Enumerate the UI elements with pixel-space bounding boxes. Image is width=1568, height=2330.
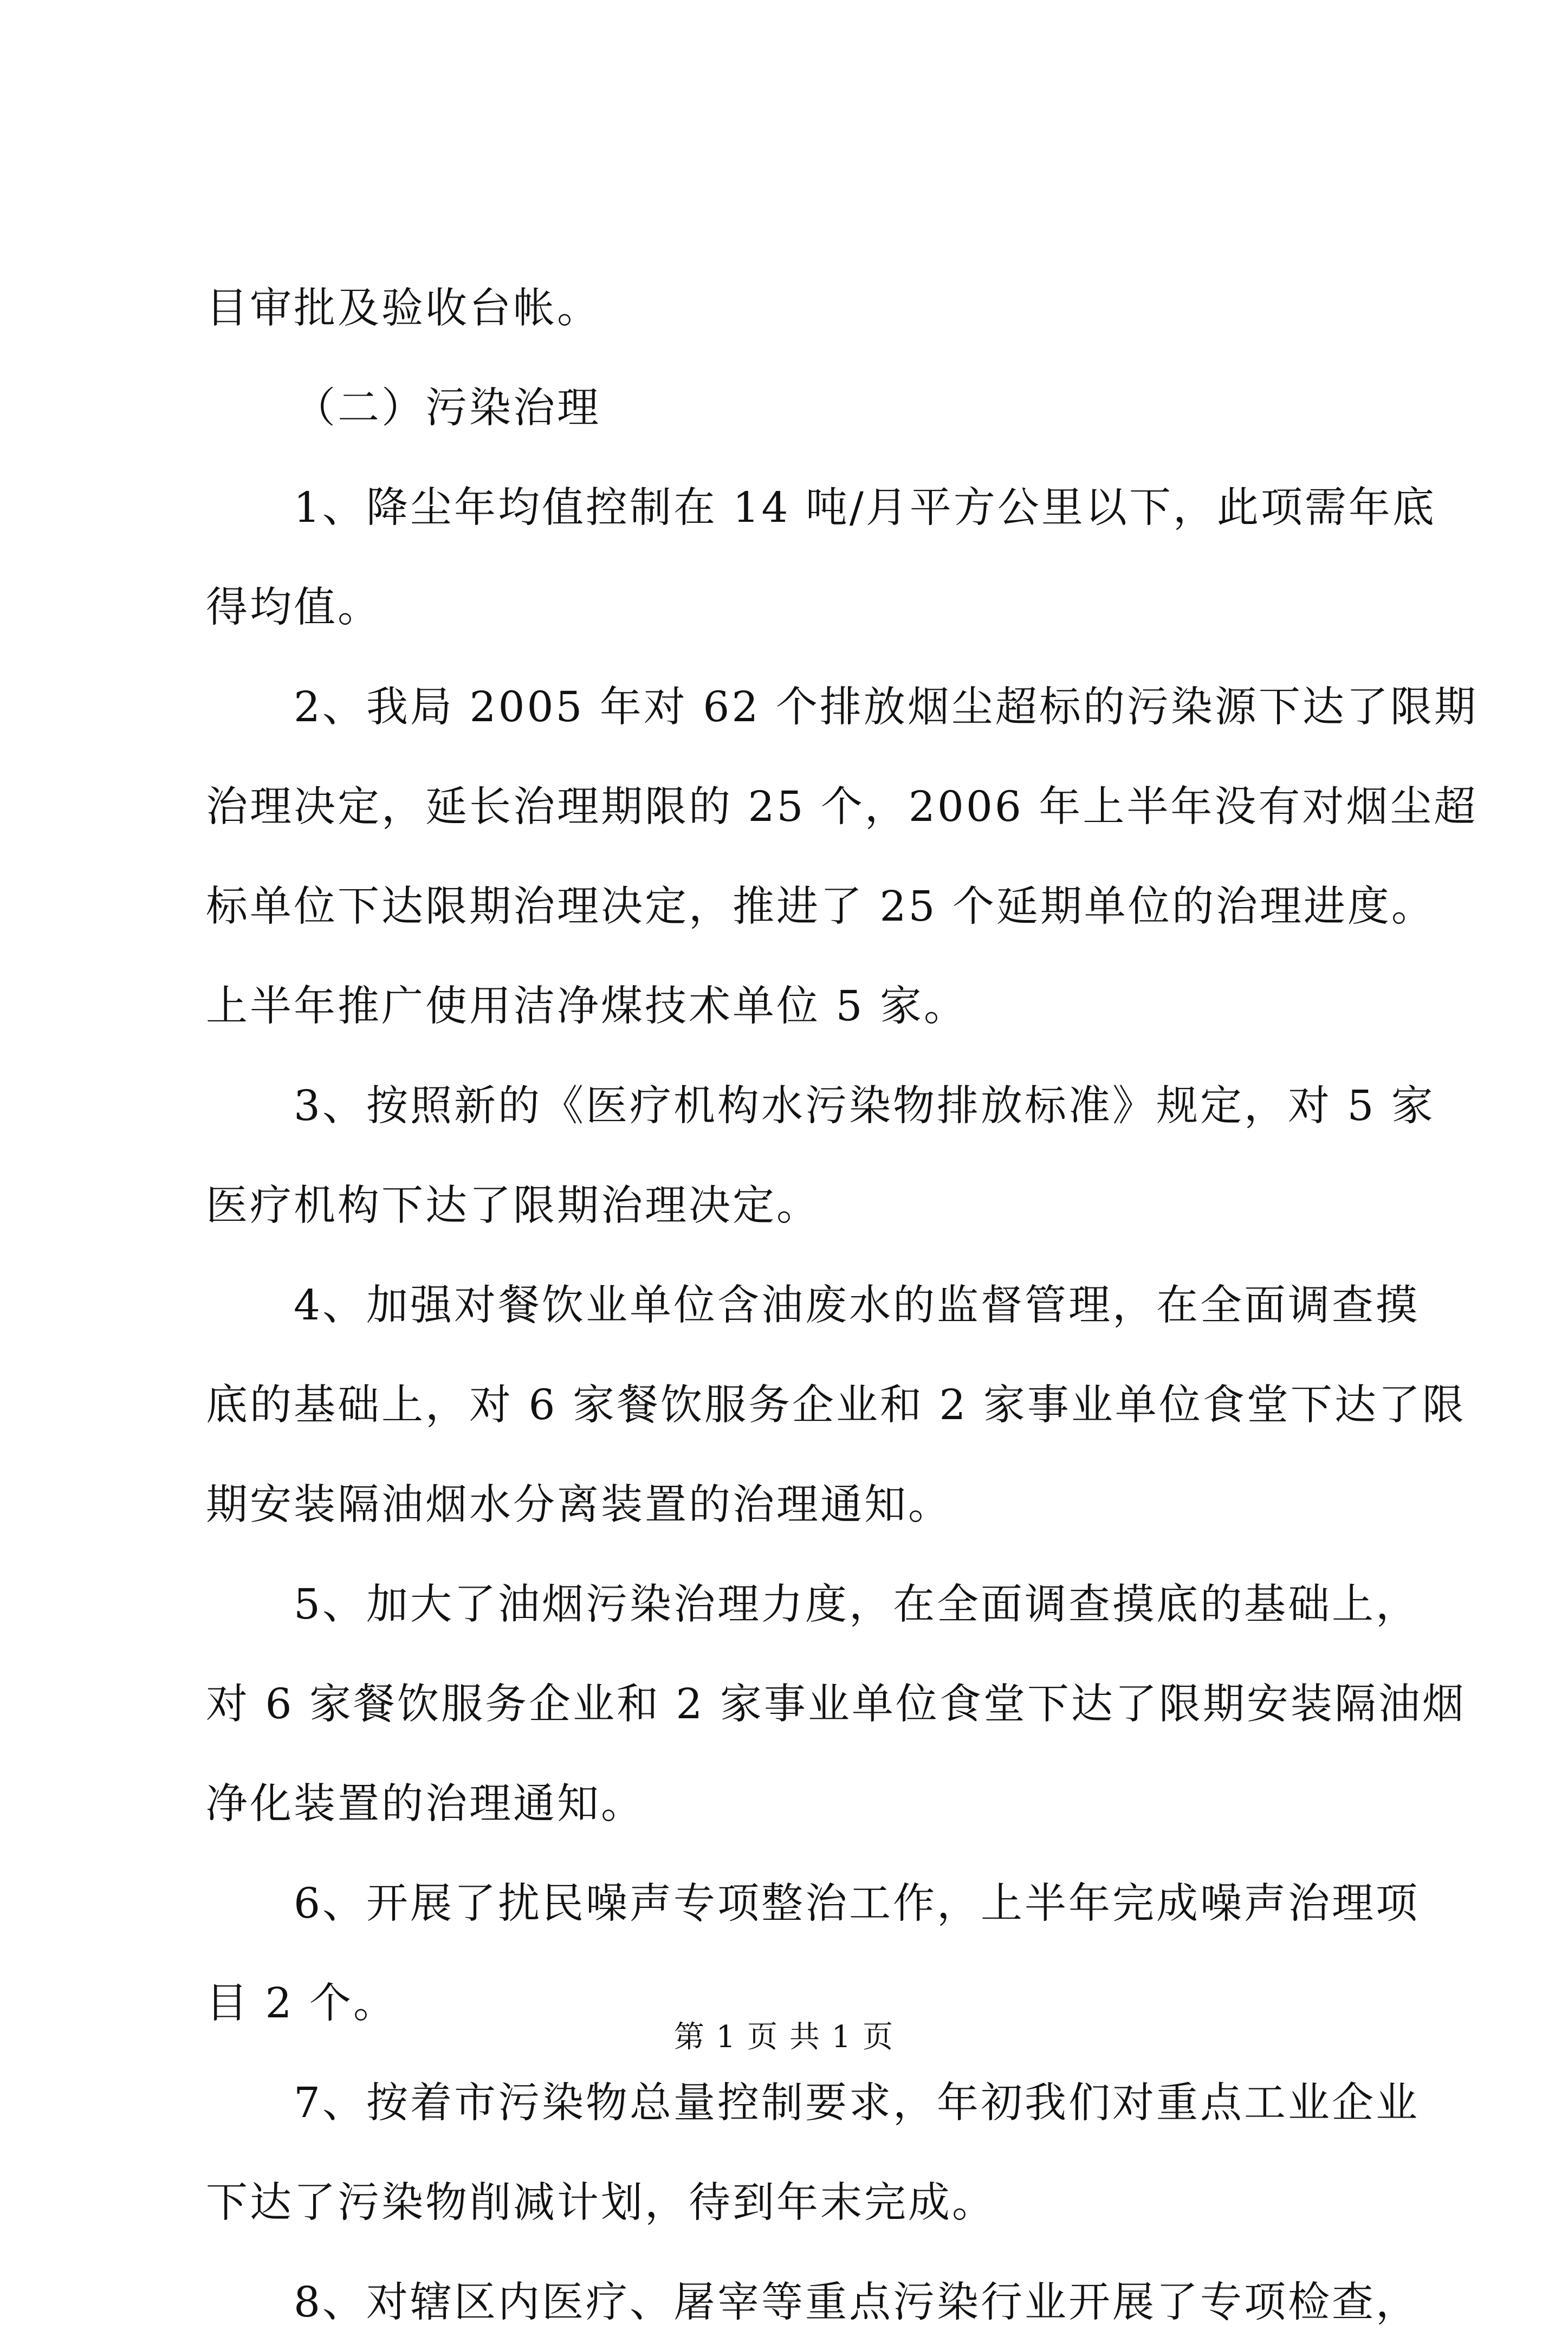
- text-line: 得均值。: [206, 584, 381, 632]
- text-line: 医疗机构下达了限期治理决定。: [206, 1182, 820, 1230]
- text-line: 上半年推广使用洁净煤技术单位 5 家。: [206, 982, 968, 1031]
- text-line: 目 2 个。: [206, 1979, 397, 2028]
- text-line: 目审批及验收台帐。: [206, 284, 601, 333]
- text-line: 6、开展了扰民噪声专项整治工作，上半年完成噪声治理项: [294, 1880, 1420, 1928]
- text-line: 底的基础上，对 6 家餐饮服务企业和 2 家事业单位食堂下达了限: [206, 1381, 1466, 1429]
- page-number-label: 第 1 页 共 1 页: [673, 2020, 895, 2055]
- text-line: 5、加大了油烟污染治理力度，在全面调查摸底的基础上，: [294, 1581, 1420, 1629]
- text-line: 7、按着市污染物总量控制要求，年初我们对重点工业企业: [294, 2079, 1420, 2127]
- text-line: 治理决定，延长治理期限的 25 个，2006 年上半年没有对烟尘超: [206, 783, 1478, 831]
- text-line: 标单位下达限期治理决定，推进了 25 个延期单位的治理进度。: [206, 883, 1435, 931]
- text-line: 8、对辖区内医疗、屠宰等重点污染行业开展了专项检查，: [294, 2279, 1420, 2327]
- text-line: 4、加强对餐饮业单位含油废水的监督管理，在全面调查摸: [294, 1282, 1420, 1330]
- text-line: 3、按照新的《医疗机构水污染物排放标准》规定，对 5 家: [294, 1082, 1435, 1130]
- text-line: 对 6 家餐饮服务企业和 2 家事业单位食堂下达了限期安装隔油烟: [206, 1680, 1466, 1729]
- text-line: 1、降尘年均值控制在 14 吨/月平方公里以下，此项需年底: [294, 484, 1436, 532]
- text-line: 期安装隔油烟水分离装置的治理通知。: [206, 1481, 952, 1529]
- page-footer: [0, 2018, 1568, 2056]
- text-line: 净化装置的治理通知。: [206, 1780, 645, 1828]
- text-line: 2、我局 2005 年对 62 个排放烟尘超标的污染源下达了限期: [294, 683, 1478, 732]
- text-line: 下达了污染物削减计划，待到年末完成。: [206, 2179, 996, 2227]
- text-line: （二）污染治理: [294, 384, 601, 432]
